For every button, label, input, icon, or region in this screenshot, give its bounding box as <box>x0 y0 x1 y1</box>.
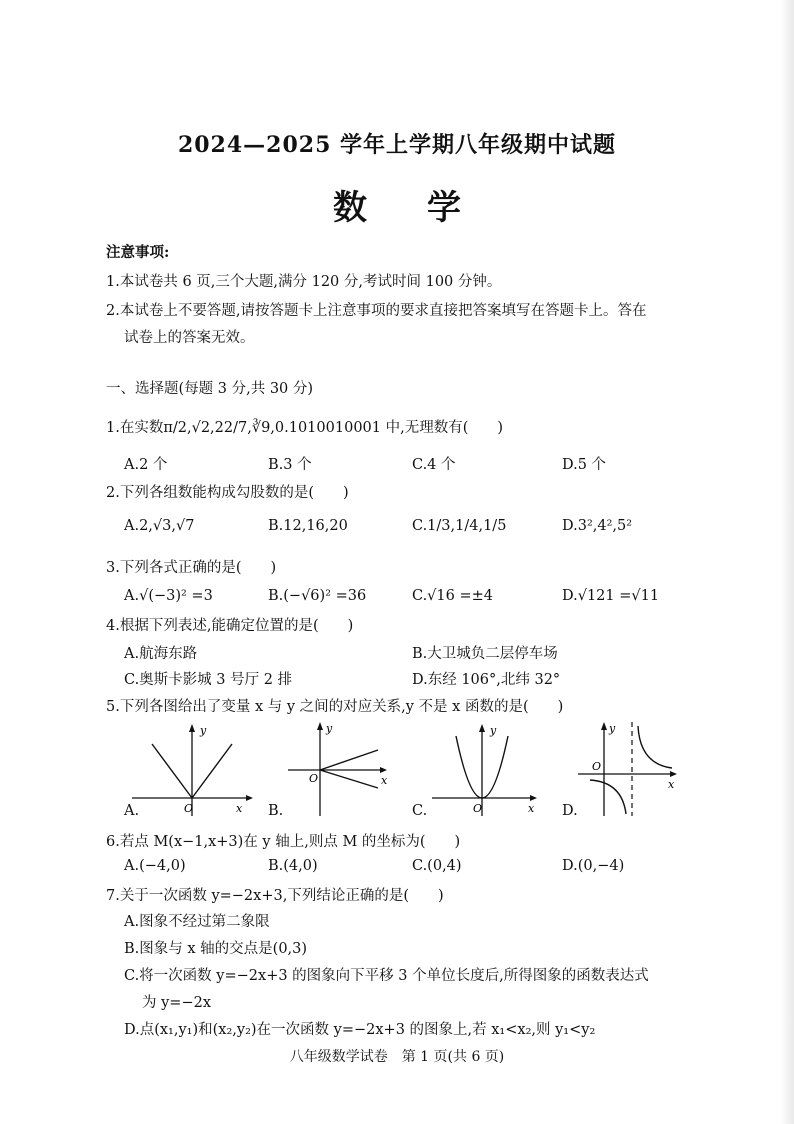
subject-title: 数学 <box>333 188 521 228</box>
q5-graph-b <box>284 718 394 820</box>
q1-option-b: B.3 个 <box>268 457 312 473</box>
notice-item-2-cont: 试卷上的答案无效。 <box>124 330 255 346</box>
q5-graph-c <box>428 720 544 820</box>
q5-graph-a <box>124 720 260 820</box>
q2-option-a: A.2,√3,√7 <box>124 518 195 534</box>
q1-option-a: A.2 个 <box>124 457 168 473</box>
q5-graph-c-y-label: y <box>490 724 497 737</box>
q5-graph-b-x-label: x <box>381 774 388 787</box>
exam-title: 2024—2025 学年上学期八年级期中试题 <box>177 132 617 158</box>
q6-option-c: C.(0,4) <box>412 858 462 874</box>
notice-heading: 注意事项: <box>106 244 170 261</box>
q5-option-c: C. <box>412 803 428 819</box>
q1-option-d: D.5 个 <box>562 457 607 473</box>
q6-option-d: D.(0,−4) <box>562 858 625 874</box>
q3-option-b: B.(−√6)² =36 <box>268 588 367 604</box>
q2-option-d: D.3²,4²,5² <box>562 518 633 534</box>
q5-graph-a-y-label: y <box>200 724 207 737</box>
q5-option-d: D. <box>562 803 578 819</box>
q5-graph-d-y-label: y <box>609 722 616 735</box>
q3-option-c: C.√16 =±4 <box>412 588 494 604</box>
question-3-stem: 3.下列各式正确的是( ) <box>106 560 277 576</box>
q1-option-c: C.4 个 <box>412 457 456 473</box>
q7-option-c-cont: 为 y=−2x <box>142 995 212 1011</box>
q5-graph-b-origin-label: O <box>309 772 319 785</box>
q5-graph-c-origin-label: O <box>473 802 483 815</box>
q5-option-a: A. <box>124 803 140 819</box>
q3-option-d: D.√121 =√11 <box>562 588 660 604</box>
question-5-stem: 5.下列各图给出了变量 x 与 y 之间的对应关系,y 不是 x 函数的是( ) <box>106 699 564 715</box>
question-4-stem: 4.根据下列表述,能确定位置的是( ) <box>106 618 354 634</box>
q2-option-c: C.1/3,1/4,1/5 <box>412 518 507 534</box>
q5-graph-a-origin-label: O <box>184 802 194 815</box>
question-1-stem: 1.在实数π/2,√2,22/7,∛9,0.1010010001 中,无理数有( ) <box>106 420 504 436</box>
q5-graph-a-x-label: x <box>236 802 243 815</box>
page-footer: 八年级数学试卷 第 1 页(共 6 页) <box>289 1049 505 1065</box>
page-edge-shadow <box>780 0 794 1124</box>
q2-option-b: B.12,16,20 <box>268 518 348 534</box>
notice-item-2: 2.本试卷上不要答题,请按答题卡上注意事项的要求直接把答案填写在答题卡上。答在 <box>106 303 647 319</box>
question-2-stem: 2.下列各组数能构成勾股数的是( ) <box>106 485 349 501</box>
q4-option-b: B.大卫城负二层停车场 <box>412 646 558 662</box>
q7-option-a: A.图象不经过第二象限 <box>124 914 270 930</box>
section-heading: 一、选择题(每题 3 分,共 30 分) <box>106 381 314 397</box>
notice-item-1: 1.本试卷共 6 页,三个大题,满分 120 分,考试时间 100 分钟。 <box>106 274 502 290</box>
q5-graph-c-x-label: x <box>528 802 535 815</box>
question-6-stem: 6.若点 M(x−1,x+3)在 y 轴上,则点 M 的坐标为( ) <box>106 834 461 850</box>
q6-option-a: A.(−4,0) <box>124 858 186 874</box>
q7-option-d: D.点(x₁,y₁)和(x₂,y₂)在一次函数 y=−2x+3 的图象上,若 x₁<x₂,则 y₁<y₂ <box>124 1022 596 1038</box>
q5-graph-d-x-label: x <box>668 778 675 791</box>
q5-option-b: B. <box>268 803 284 819</box>
question-7-stem: 7.关于一次函数 y=−2x+3,下列结论正确的是( ) <box>106 888 444 904</box>
q5-graph-d <box>576 718 682 820</box>
q5-graph-b-y-label: y <box>326 722 333 735</box>
q7-option-c: C.将一次函数 y=−2x+3 的图象向下平移 3 个单位长度后,所得图象的函数表达式 <box>124 968 649 984</box>
q6-option-b: B.(4,0) <box>268 858 318 874</box>
q4-option-c: C.奥斯卡影城 3 号厅 2 排 <box>124 672 293 688</box>
q5-graph-d-origin-label: O <box>592 760 602 773</box>
q4-option-d: D.东经 106°,北纬 32° <box>412 672 561 688</box>
q3-option-a: A.√(−3)² =3 <box>124 588 213 604</box>
q4-option-a: A.航海东路 <box>124 646 198 662</box>
q7-option-b: B.图象与 x 轴的交点是(0,3) <box>124 941 308 957</box>
